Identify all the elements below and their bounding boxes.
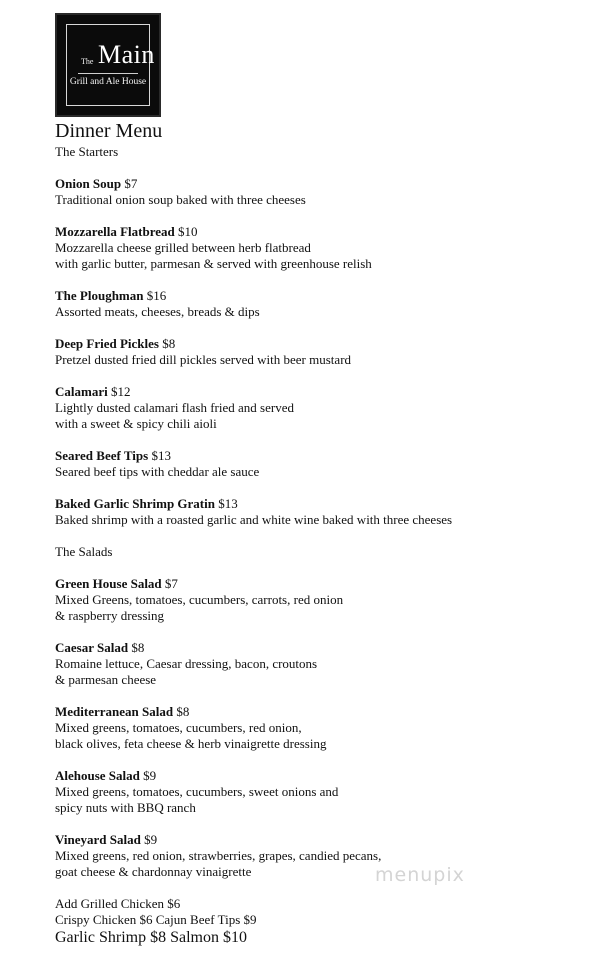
menu-item-price: $10 — [178, 224, 198, 239]
menu-item — [55, 448, 595, 480]
menu-item-name: Onion Soup — [55, 176, 122, 191]
menu-item-description: with a sweet & spicy chili aioli — [55, 416, 217, 431]
logo-name: Main — [98, 40, 155, 69]
add-on-line: Add Grilled Chicken $6 — [55, 896, 181, 911]
watermark-logo: menupix — [375, 864, 465, 886]
menu-item — [55, 768, 595, 816]
menu-item-description: Mixed greens, tomatoes, cucumbers, sweet onions and — [55, 784, 339, 799]
menu-item-price: $7 — [164, 576, 178, 591]
salads-list — [55, 576, 595, 880]
menu-item-heading — [55, 704, 595, 720]
menu-item-heading — [55, 576, 595, 592]
menu-item — [55, 384, 595, 432]
menu-item-name: Deep Fried Pickles — [55, 336, 159, 351]
restaurant-logo — [55, 13, 161, 117]
menu-item-name: Vineyard Salad — [55, 832, 141, 847]
menu-item-heading — [55, 496, 595, 512]
menu-title: Dinner Menu — [55, 120, 163, 142]
menu-item-price: $8 — [131, 640, 145, 655]
menu-item-description: Traditional onion soup baked with three cheeses — [55, 192, 306, 207]
logo-divider — [78, 73, 138, 74]
menu-item-name: The Ploughman — [55, 288, 144, 303]
menu-item-heading — [55, 832, 595, 848]
menu-item-heading — [55, 288, 595, 304]
menu-item-description: Mixed greens, tomatoes, cucumbers, red onion, — [55, 720, 302, 735]
menu-item-price: $8 — [176, 704, 190, 719]
menu-item — [55, 640, 595, 688]
menu-item-description: spicy nuts with BBQ ranch — [55, 800, 196, 815]
menu-item-price: $12 — [110, 384, 131, 399]
logo-frame — [66, 24, 155, 106]
add-on-line: Crispy Chicken $6 Cajun Beef Tips $9 — [55, 912, 257, 927]
menu-item-name: Caesar Salad — [55, 640, 129, 655]
menu-item — [55, 832, 595, 880]
menu-item-name: Seared Beef Tips — [55, 448, 149, 463]
add-on-line: Garlic Shrimp $8 Salmon $10 — [55, 929, 247, 946]
menu-item-description: black olives, feta cheese & herb vinaigrette dressing — [55, 736, 327, 751]
menu-item-price: $8 — [162, 336, 176, 351]
menu-item — [55, 336, 595, 368]
menu-item-description: Mixed Greens, tomatoes, cucumbers, carrots, red onion — [55, 592, 344, 607]
menu-item-description: Pretzel dusted fried dill pickles served with beer mustard — [55, 352, 352, 367]
menu-content — [55, 118, 595, 947]
menu-item-name: Mediterranean Salad — [55, 704, 174, 719]
starters-list — [55, 176, 595, 528]
add-ons — [55, 896, 595, 947]
menu-item-price: $13 — [151, 448, 171, 463]
menu-item-description: & parmesan cheese — [55, 672, 157, 687]
menu-item-heading — [55, 224, 595, 240]
section-title-starters: The Starters — [55, 144, 119, 159]
menu-item-price: $16 — [146, 288, 167, 303]
menu-item-heading — [55, 768, 595, 784]
menu-item — [55, 224, 595, 272]
menu-item — [55, 704, 595, 752]
menu-item-description: with garlic butter, parmesan & served with greenhouse relish — [55, 256, 372, 271]
logo-the: The — [81, 57, 94, 66]
menu-item-name: Green House Salad — [55, 576, 162, 591]
menu-item-price: $7 — [124, 176, 138, 191]
menu-item-name: Alehouse Salad — [55, 768, 140, 783]
menu-item-description: Mozzarella cheese grilled between herb flatbread — [55, 240, 311, 255]
menu-item-description: & raspberry dressing — [55, 608, 165, 623]
menu-item — [55, 576, 595, 624]
menu-item-heading — [55, 448, 595, 464]
menu-item-description: goat cheese & chardonnay vinaigrette — [55, 864, 252, 879]
menu-item-description: Romaine lettuce, Caesar dressing, bacon, croutons — [55, 656, 318, 671]
menu-item — [55, 288, 595, 320]
menu-item-price: $9 — [143, 768, 157, 783]
logo-subtitle: Grill and Ale House — [69, 77, 147, 87]
menu-item-price: $13 — [218, 496, 238, 511]
menu-item-heading — [55, 336, 595, 352]
menu-item-description: Lightly dusted calamari flash fried and served — [55, 400, 294, 415]
menu-item — [55, 176, 595, 208]
menu-item-name: Calamari — [55, 384, 108, 399]
section-title-salads: The Salads — [55, 544, 113, 559]
menu-item-heading — [55, 384, 595, 400]
menu-item-description: Mixed greens, red onion, strawberries, grapes, candied pecans, — [55, 848, 382, 863]
menu-item-description: Assorted meats, cheeses, breads & dips — [55, 304, 260, 319]
menu-item-price: $9 — [144, 832, 158, 847]
menu-item — [55, 496, 595, 528]
menu-item-name: Mozzarella Flatbread — [55, 224, 175, 239]
menu-item-name: Baked Garlic Shrimp Gratin — [55, 496, 215, 511]
menu-item-heading — [55, 176, 595, 192]
menu-item-description: Seared beef tips with cheddar ale sauce — [55, 464, 260, 479]
menu-item-heading — [55, 640, 595, 656]
menu-item-description: Baked shrimp with a roasted garlic and white wine baked with three cheeses — [55, 512, 453, 527]
